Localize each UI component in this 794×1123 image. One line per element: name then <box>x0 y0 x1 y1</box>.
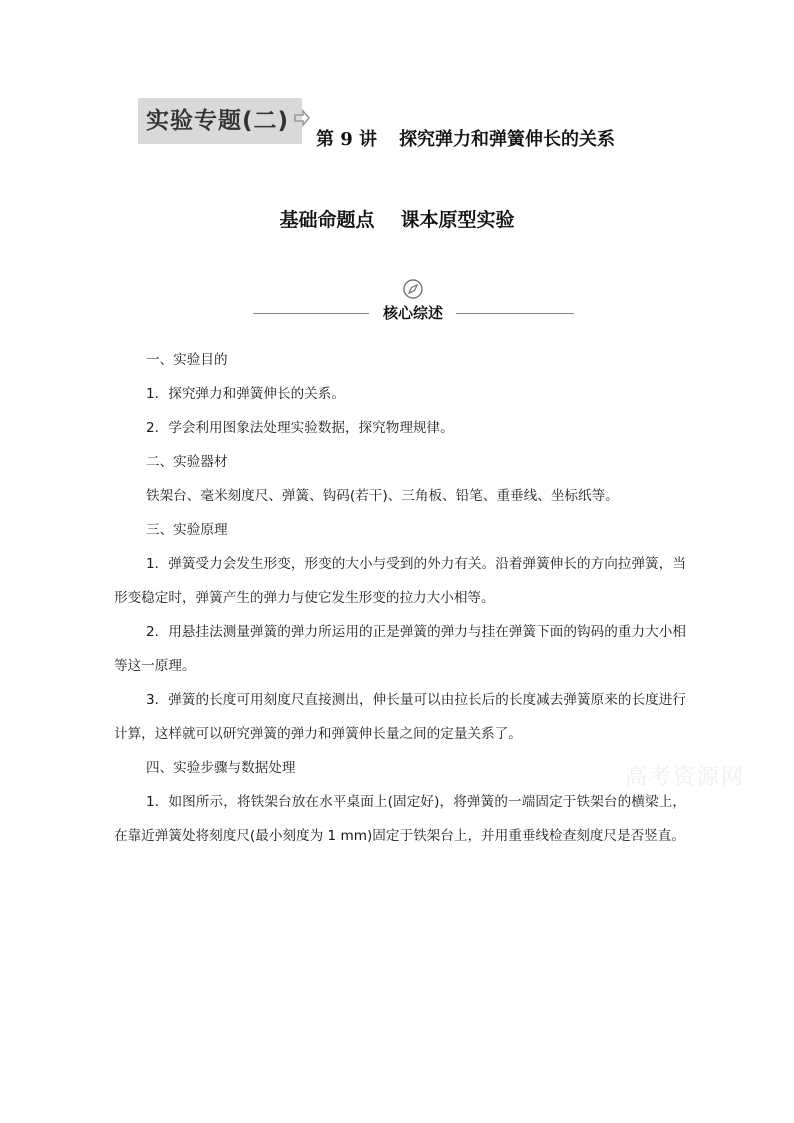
section-heading-right: 课本原型实验 <box>400 209 515 231</box>
paragraph: 2．学会利用图象法处理实验数据，探究物理规律。 <box>146 420 454 436</box>
lecture-title-text: 探究弹力和弹簧伸长的关系 <box>399 129 616 150</box>
paragraph: 1．弹簧受力会发生形变，形变的大小与受到的外力有关。沿着弹簧伸长的方向拉弹簧，当形变稳定时，弹簧产生的弹力与使它发生形变的拉力大小相等。 <box>114 556 686 606</box>
heading-procedure: 四、实验步骤与数据处理 <box>146 760 296 776</box>
paragraph: 铁架台、毫米刻度尺、弹簧、钩码(若干)、三角板、铅笔、重垂线、坐标纸等。 <box>146 488 619 504</box>
heading-objective: 一、实验目的 <box>146 352 228 368</box>
core-summary-label: 核心综述 <box>382 304 443 322</box>
arrow-icon <box>293 107 311 129</box>
watermark: 高考资源网 <box>625 765 746 790</box>
divider-left <box>253 313 369 314</box>
section-heading-left: 基础命题点 <box>279 209 375 231</box>
heading-equipment: 二、实验器材 <box>146 454 228 470</box>
heading-principle: 三、实验原理 <box>146 522 228 538</box>
paragraph: 3．弹簧的长度可用刻度尺直接测出，伸长量可以由拉长后的长度减去弹簧原来的长度进行计算，这样就可以研究弹簧的弹力和弹簧伸长量之间的定量关系了。 <box>114 692 686 742</box>
compass-icon <box>402 278 424 300</box>
divider-right <box>456 313 574 314</box>
section-heading <box>0 207 794 233</box>
special-topic-label: 实验专题(二) <box>138 98 302 144</box>
document-body <box>114 343 686 853</box>
paragraph: 1．如图所示，将铁架台放在水平桌面上(固定好)，将弹簧的一端固定于铁架台的横梁上，在靠近弹簧处将刻度尺(最小刻度为 1 mm)固定于铁架台上，并用重垂线检查刻度尺是否竖直。 <box>114 794 686 844</box>
lecture-title <box>316 128 615 152</box>
lecture-number: 第 9 讲 <box>316 129 378 150</box>
paragraph: 1．探究弹力和弹簧伸长的关系。 <box>146 386 345 402</box>
paragraph: 2．用悬挂法测量弹簧的弹力所运用的正是弹簧的弹力与挂在弹簧下面的钩码的重力大小相等这一原理。 <box>114 624 686 674</box>
